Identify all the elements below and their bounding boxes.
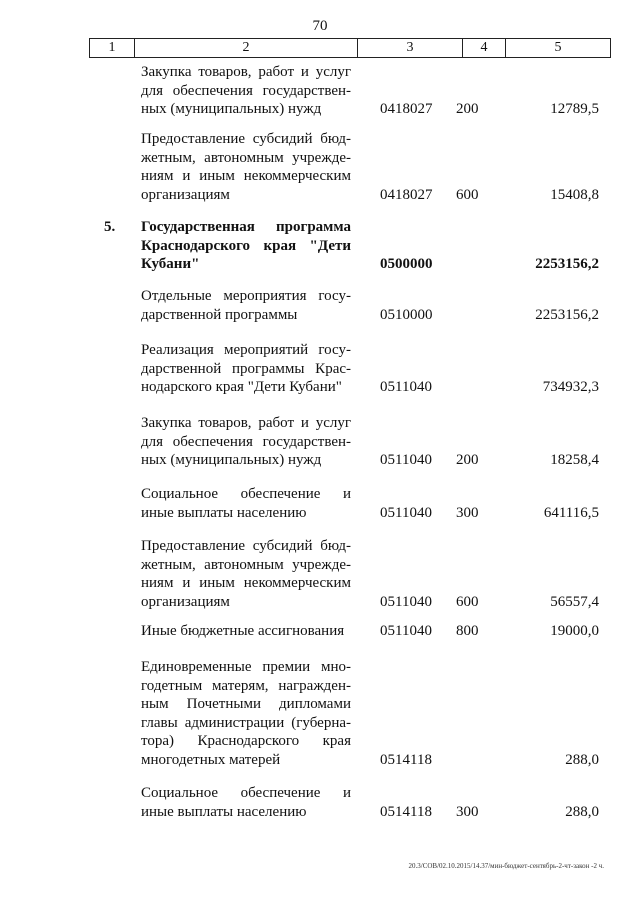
row-name-line: Кубани" — [141, 256, 200, 272]
row-name — [141, 537, 351, 611]
row-sum: 15408,8 — [550, 186, 599, 203]
row-name-line: для обеспечения государствен- — [141, 82, 351, 99]
row-code: 0511040 — [380, 379, 432, 395]
row-code: 0418027 — [380, 186, 433, 203]
row-code: 0511040 — [380, 504, 432, 521]
row-sum: 12789,5 — [550, 101, 599, 117]
row-code: 0511040 — [380, 623, 432, 639]
row-name — [141, 130, 351, 204]
row-name-line: дарственной программы — [141, 306, 298, 323]
row-name-line: ниям и иным некоммерческим — [141, 168, 351, 184]
footer-stamp: 20.3/СОВ/02.10.2015/14.37/мин-бюджет-сентябрь-2-чт-закон -2 ч. — [408, 862, 604, 870]
row-name — [141, 341, 351, 397]
row-name-line: иные выплаты населению — [141, 803, 307, 820]
row-name-line: нодарского края "Дети Кубани" — [141, 379, 342, 395]
row-name-line: дарственной программы Крас- — [141, 360, 351, 377]
row-code: 0418027 — [380, 101, 433, 117]
row-name-line: Социальное обеспечение и — [141, 486, 351, 502]
row-name-line: ных (муниципальных) нужд — [141, 452, 322, 468]
row-name — [141, 485, 351, 522]
row-name — [141, 414, 351, 470]
table-header — [89, 38, 611, 58]
row-name-line: Краснодарского края "Дети — [141, 237, 351, 254]
row-vr: 300 — [456, 504, 479, 521]
row-sum: 734932,3 — [542, 379, 599, 395]
row-name-line: главы администрации (губерна- — [141, 714, 351, 731]
row-name — [141, 287, 351, 324]
row-sum: 2253156,2 — [535, 256, 599, 272]
row-name-line: Закупка товаров, работ и услуг — [141, 415, 351, 431]
row-name-line: годетным матерям, награжден- — [141, 677, 351, 694]
row-name — [141, 622, 351, 641]
row-name — [141, 658, 351, 769]
row-vr: 600 — [456, 186, 479, 203]
row-name-line: тора) Краснодарского края — [141, 733, 351, 749]
row-code: 0511040 — [380, 593, 432, 610]
row-name — [141, 63, 351, 119]
row-name-line: многодетных матерей — [141, 751, 281, 768]
row-name-line: Закупка товаров, работ и услуг — [141, 64, 351, 80]
row-name-line: ных (муниципальных) нужд — [141, 101, 322, 117]
row-name-line: Социальное обеспечение и — [141, 785, 351, 801]
row-name-line: для обеспечения государствен- — [141, 433, 351, 450]
row-name-line: жетным, автономным учрежде- — [141, 556, 351, 573]
row-vr: 200 — [456, 452, 479, 468]
row-name-line: жетным, автономным учрежде- — [141, 149, 351, 166]
row-sum: 19000,0 — [550, 623, 599, 639]
section-number: 5. — [104, 219, 116, 235]
header-col-2: 2 — [135, 39, 358, 57]
row-name-line: Государственная программа — [141, 219, 351, 235]
row-name — [141, 784, 351, 821]
row-vr: 600 — [456, 593, 479, 610]
row-name-line: Единовременные премии мно- — [141, 659, 351, 675]
row-sum: 288,0 — [565, 751, 599, 768]
row-name-line: Предоставление субсидий бюд- — [141, 538, 351, 554]
row-name-line: иные выплаты населению — [141, 504, 307, 521]
row-sum: 288,0 — [565, 803, 599, 820]
row-code: 0511040 — [380, 452, 432, 468]
row-vr: 200 — [456, 101, 479, 117]
row-name — [141, 218, 351, 274]
row-code: 0510000 — [380, 306, 433, 323]
row-code: 0514118 — [380, 751, 432, 768]
row-vr: 300 — [456, 803, 479, 820]
row-name-line: организациям — [141, 186, 230, 203]
row-sum: 2253156,2 — [535, 306, 599, 323]
row-name-line: Предоставление субсидий бюд- — [141, 131, 351, 147]
row-name-line: Отдельные мероприятия госу- — [141, 288, 351, 304]
page-number: 70 — [312, 18, 328, 34]
row-name-line: ным Почетными дипломами — [141, 696, 351, 712]
header-col-1: 1 — [90, 39, 135, 57]
row-sum: 56557,4 — [550, 593, 599, 610]
row-sum: 18258,4 — [550, 452, 599, 468]
row-code: 0500000 — [380, 256, 433, 272]
row-name-line: ниям и иным некоммерческим — [141, 575, 351, 591]
row-code: 0514118 — [380, 803, 432, 820]
row-name-line: Иные бюджетные ассигнования — [141, 623, 345, 639]
row-vr: 800 — [456, 623, 479, 639]
row-sum: 641116,5 — [543, 504, 599, 521]
header-col-3: 3 — [358, 39, 463, 57]
header-col-4: 4 — [463, 39, 506, 57]
header-col-5: 5 — [554, 40, 562, 55]
row-name-line: организациям — [141, 593, 230, 610]
row-name-line: Реализация мероприятий госу- — [141, 342, 351, 358]
